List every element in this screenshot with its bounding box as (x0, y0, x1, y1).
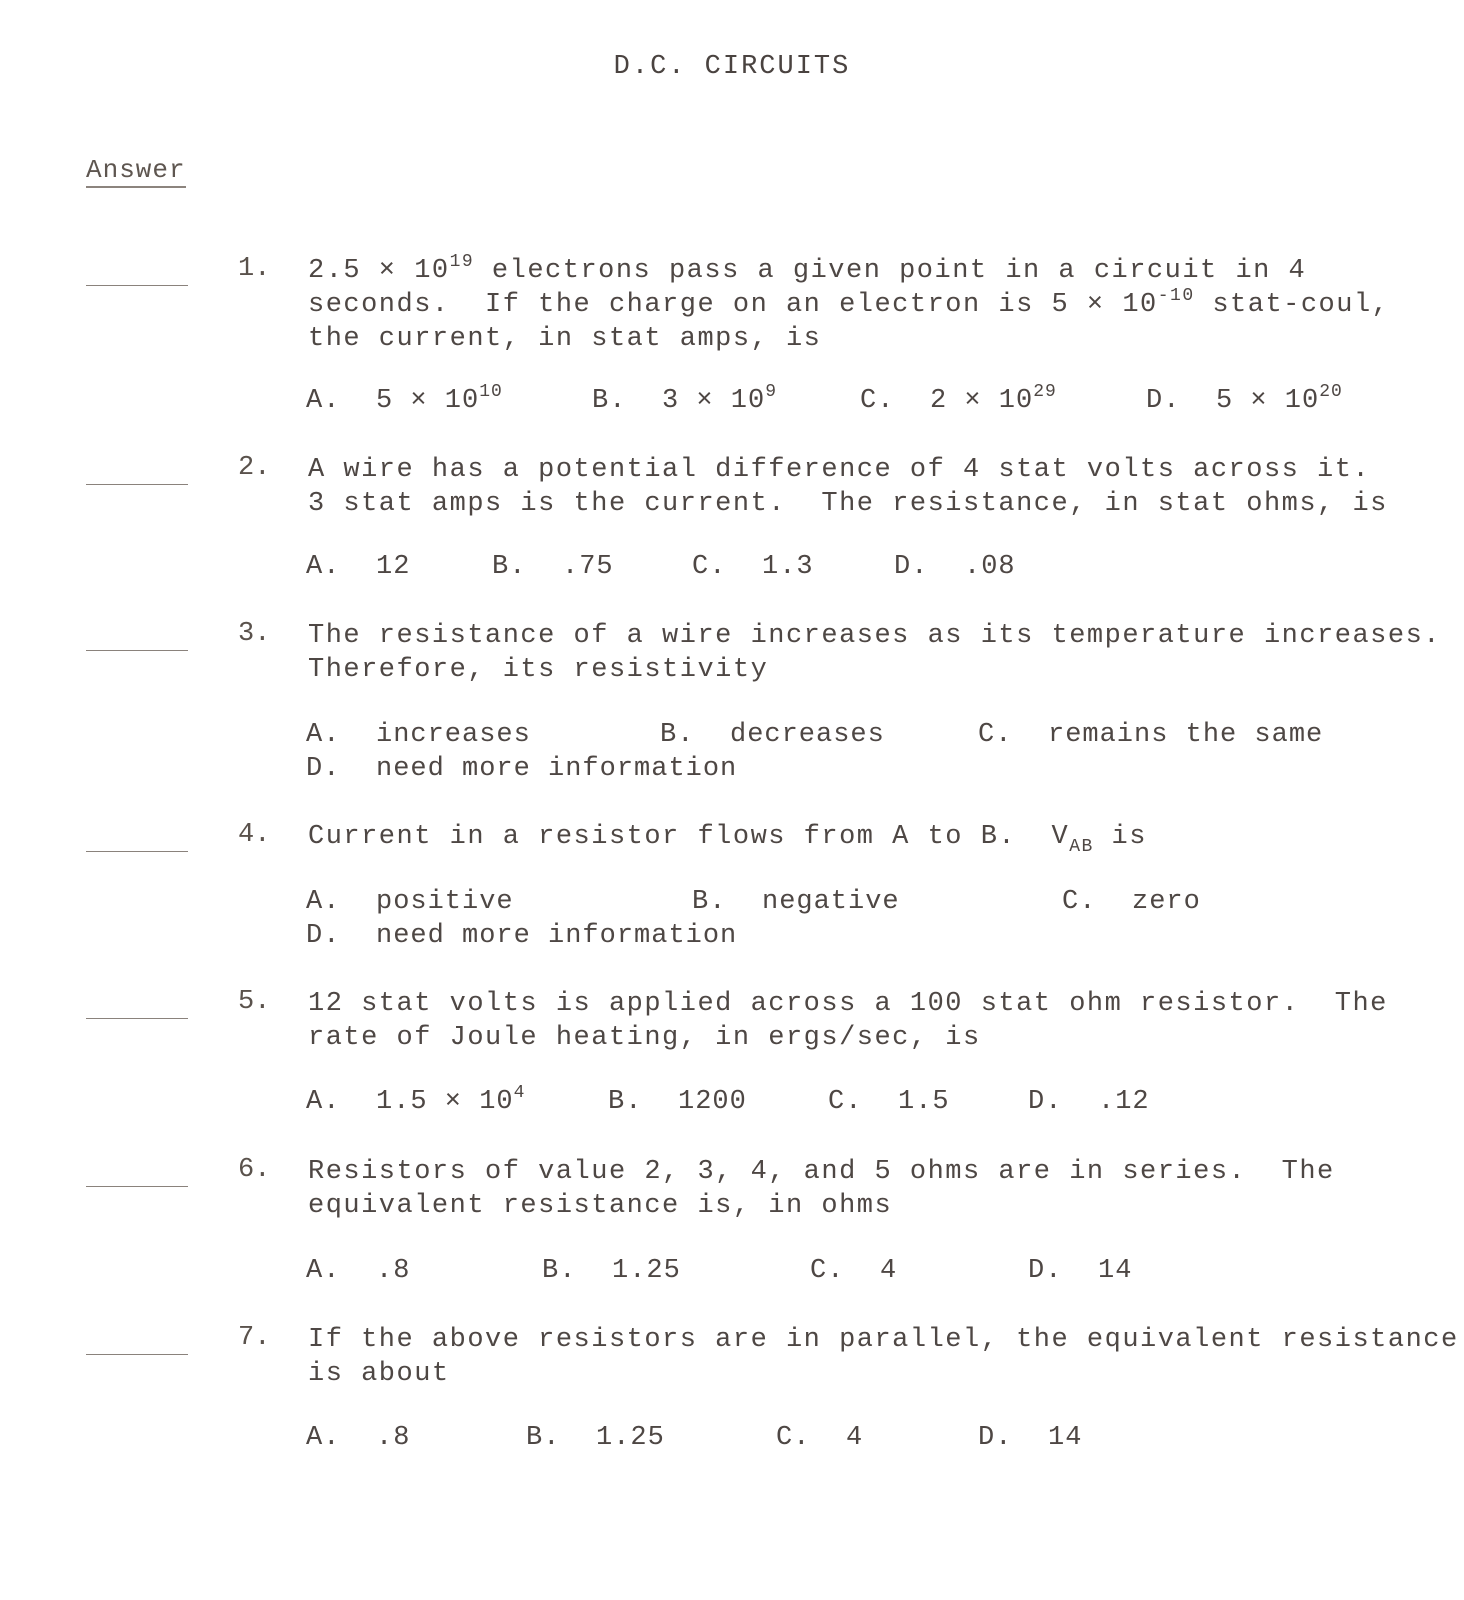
option-b: B. .75 (492, 552, 614, 582)
option-b: B. 1.25 (542, 1256, 681, 1286)
option-a: A. 12 (306, 552, 411, 582)
answer-column-header: Answer (86, 155, 186, 188)
answer-blank-3[interactable] (86, 650, 188, 651)
question-number: 6. (238, 1155, 271, 1185)
option-a: A. .8 (306, 1256, 411, 1286)
option-d: D. .12 (1028, 1087, 1150, 1117)
question-text: The resistance of a wire increases as its temperature increases. Therefore, its resistivity (308, 621, 1441, 685)
option-b: B. 1.25 (526, 1423, 665, 1453)
question-number: 7. (238, 1323, 271, 1353)
option-a: A. $1.5 \times 10^4$ (306, 1083, 526, 1117)
option-d: D. need more information (306, 754, 738, 784)
answer-blank-1[interactable] (86, 285, 188, 286)
option-b: B. decreases (660, 720, 885, 750)
option-c: C. $2 \times 10^{29}$ (860, 382, 1057, 416)
option-c: C. 4 (776, 1423, 864, 1453)
option-b: B. $3 \times 10^9$ (592, 382, 778, 416)
answer-blank-5[interactable] (86, 1018, 188, 1019)
option-d: D. $5 \times 10^{20}$ (1146, 382, 1343, 416)
question-number: 4. (238, 820, 271, 850)
question-text: $2.5 \times 10^{19}$ electrons pass a given point in a circuit in 4 seconds. If the charge on an electron is $5 \times 10^{-10}$ stat-coul, the current, in stat amps, is (308, 252, 1390, 354)
option-b: B. 1200 (608, 1087, 747, 1117)
question-text: Resistors of value 2, 3, 4, and 5 ohms are in series. The equivalent resistance is, in ohms (308, 1157, 1335, 1221)
answer-blank-7[interactable] (86, 1354, 188, 1355)
question-text: Current in a resistor flows from A to B. $V_{AB}$ is (308, 822, 1147, 857)
page-title: D.C. CIRCUITS (613, 52, 851, 82)
option-c: C. 1.3 (692, 552, 814, 582)
question-number: 1. (238, 254, 271, 284)
question-number: 2. (238, 453, 271, 483)
option-c: C. 1.5 (828, 1087, 950, 1117)
option-d: D. need more information (306, 921, 738, 951)
question-number: 5. (238, 987, 271, 1017)
answer-blank-4[interactable] (86, 851, 188, 852)
option-a: A. positive (306, 887, 514, 917)
question-text: A wire has a potential difference of 4 stat volts across it. 3 stat amps is the current. The resistance, in stat ohms, is (308, 455, 1388, 519)
question-text: 12 stat volts is applied across a 100 stat ohm resistor. The rate of Joule heating, in ergs/sec, is (308, 989, 1388, 1053)
option-c: C. zero (1062, 887, 1201, 917)
option-c: C. 4 (810, 1256, 898, 1286)
option-a: A. .8 (306, 1423, 411, 1453)
question-text: If the above resistors are in parallel, the equivalent resistance is about (308, 1325, 1459, 1389)
option-a: A. increases (306, 720, 531, 750)
option-d: D. 14 (978, 1423, 1083, 1453)
option-d: D. 14 (1028, 1256, 1133, 1286)
option-d: D. .08 (894, 552, 1016, 582)
option-a: A. $5 \times 10^{10}$ (306, 382, 503, 416)
question-number: 3. (238, 619, 271, 649)
option-c: C. remains the same (978, 720, 1324, 750)
answer-blank-6[interactable] (86, 1186, 188, 1187)
option-b: B. negative (692, 887, 900, 917)
answer-blank-2[interactable] (86, 484, 188, 485)
